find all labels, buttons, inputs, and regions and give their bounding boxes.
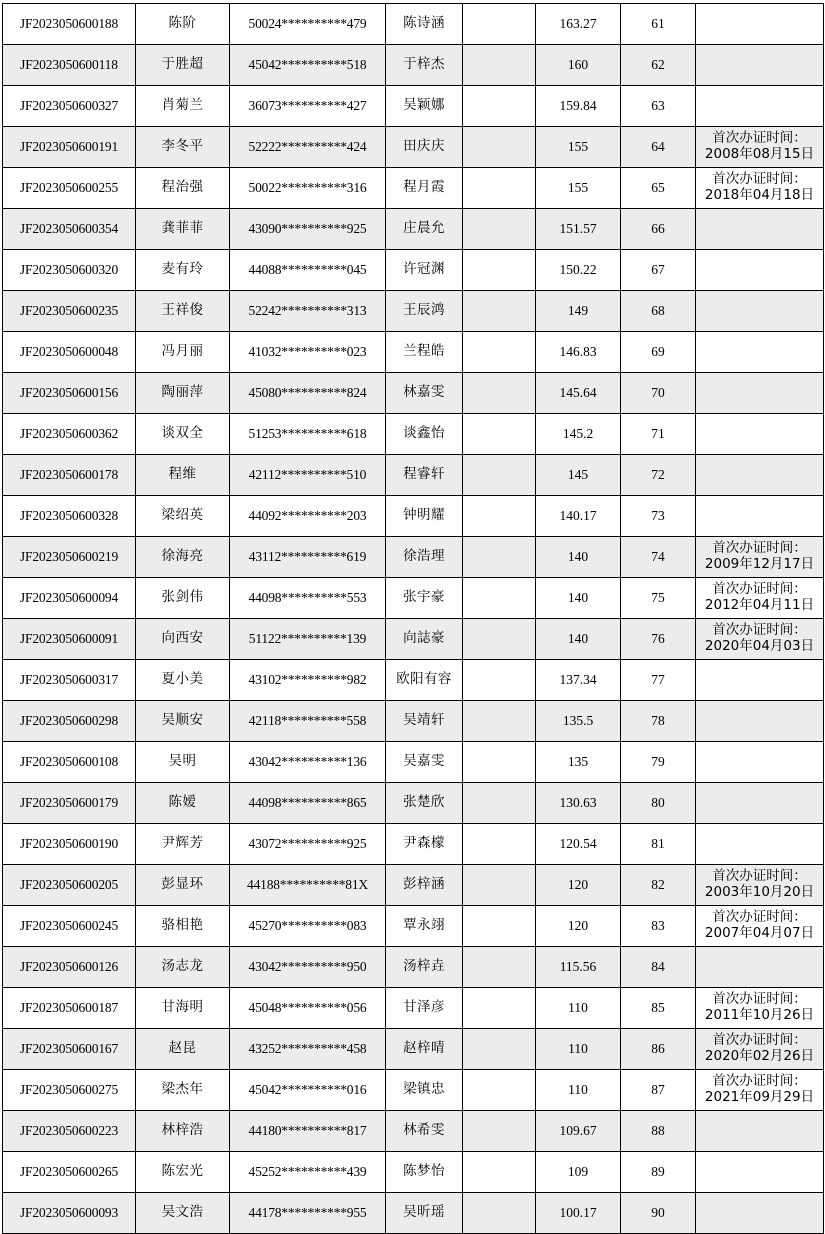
table-row	[3, 291, 824, 332]
applicant-name: 夏小美	[136, 660, 230, 701]
total-score: 145.2	[536, 414, 621, 455]
id-number-masked: 52222**********424	[230, 127, 386, 168]
table-row	[3, 250, 824, 291]
accompanying-person-name: 梁镇忠	[386, 1070, 463, 1111]
total-score: 160	[536, 45, 621, 86]
accompanying-person-name: 陈诗涵	[386, 4, 463, 45]
id-number-masked: 43102**********982	[230, 660, 386, 701]
remark-date: 2018年04月18日	[704, 187, 815, 203]
rank-number: 70	[621, 373, 696, 414]
table-row	[3, 209, 824, 250]
rank-number: 72	[621, 455, 696, 496]
spare-cell	[463, 373, 536, 414]
total-score: 140	[536, 619, 621, 660]
spare-cell	[463, 1193, 536, 1234]
id-number-masked: 44088**********045	[230, 250, 386, 291]
applicant-name: 吴顺安	[136, 701, 230, 742]
remark-cell	[696, 824, 824, 865]
rank-number: 73	[621, 496, 696, 537]
accompanying-person-name: 吴颖娜	[386, 86, 463, 127]
rank-number: 78	[621, 701, 696, 742]
table-row	[3, 537, 824, 578]
applicant-name: 李冬平	[136, 127, 230, 168]
remark-cell	[696, 414, 824, 455]
accompanying-person-name: 向誌豪	[386, 619, 463, 660]
remark-cell	[696, 1029, 824, 1070]
remark-date: 2020年02月26日	[704, 1048, 815, 1064]
applicant-name: 吴明	[136, 742, 230, 783]
applicants-table-body	[3, 4, 824, 1234]
accompanying-person-name: 庄晨允	[386, 209, 463, 250]
applicant-code: JF2023050600191	[3, 127, 136, 168]
spare-cell	[463, 45, 536, 86]
rank-number: 85	[621, 988, 696, 1029]
accompanying-person-name: 吴嘉雯	[386, 742, 463, 783]
rank-number: 89	[621, 1152, 696, 1193]
id-number-masked: 44180**********817	[230, 1111, 386, 1152]
id-number-masked: 42118**********558	[230, 701, 386, 742]
remark-cell	[696, 1152, 824, 1193]
rank-number: 77	[621, 660, 696, 701]
table-row	[3, 1111, 824, 1152]
rank-number: 75	[621, 578, 696, 619]
spare-cell	[463, 291, 536, 332]
total-score: 137.34	[536, 660, 621, 701]
remark-cell	[696, 209, 824, 250]
total-score: 110	[536, 1070, 621, 1111]
remark-cell	[696, 947, 824, 988]
accompanying-person-name: 程月霞	[386, 168, 463, 209]
id-number-masked: 43112**********619	[230, 537, 386, 578]
applicant-code: JF2023050600328	[3, 496, 136, 537]
spare-cell	[463, 537, 536, 578]
rank-number: 82	[621, 865, 696, 906]
applicant-name: 陶丽萍	[136, 373, 230, 414]
total-score: 145	[536, 455, 621, 496]
applicant-name: 汤志龙	[136, 947, 230, 988]
remark-cell	[696, 1070, 824, 1111]
remark-cell	[696, 45, 824, 86]
total-score: 115.56	[536, 947, 621, 988]
remark-cell	[696, 865, 824, 906]
remark-cell	[696, 619, 824, 660]
applicant-code: JF2023050600118	[3, 45, 136, 86]
remark-date: 2007年04月07日	[704, 925, 815, 941]
applicant-name: 尹辉芳	[136, 824, 230, 865]
spare-cell	[463, 988, 536, 1029]
spare-cell	[463, 947, 536, 988]
spare-cell	[463, 250, 536, 291]
table-row	[3, 660, 824, 701]
id-number-masked: 44188**********81X	[230, 865, 386, 906]
remark-cell	[696, 127, 824, 168]
remark-cell	[696, 660, 824, 701]
applicant-code: JF2023050600179	[3, 783, 136, 824]
applicant-name: 陈嫒	[136, 783, 230, 824]
spare-cell	[463, 824, 536, 865]
applicant-code: JF2023050600327	[3, 86, 136, 127]
accompanying-person-name: 许冠渊	[386, 250, 463, 291]
accompanying-person-name: 林希雯	[386, 1111, 463, 1152]
table-row	[3, 865, 824, 906]
remark-cell	[696, 783, 824, 824]
remark-label: 首次办证时间：	[712, 130, 807, 147]
remark-date: 2008年08月15日	[704, 146, 815, 162]
id-number-masked: 43072**********925	[230, 824, 386, 865]
accompanying-person-name: 彭梓涵	[386, 865, 463, 906]
spare-cell	[463, 1070, 536, 1111]
total-score: 120.54	[536, 824, 621, 865]
spare-cell	[463, 701, 536, 742]
spare-cell	[463, 414, 536, 455]
rank-number: 61	[621, 4, 696, 45]
applicant-code: JF2023050600265	[3, 1152, 136, 1193]
id-number-masked: 43042**********136	[230, 742, 386, 783]
spare-cell	[463, 619, 536, 660]
table-row	[3, 4, 824, 45]
applicant-code: JF2023050600354	[3, 209, 136, 250]
table-row	[3, 1029, 824, 1070]
applicant-name: 陈阶	[136, 4, 230, 45]
applicant-code: JF2023050600187	[3, 988, 136, 1029]
applicant-name: 麦有玲	[136, 250, 230, 291]
table-row	[3, 742, 824, 783]
remark-date: 2011年10月26日	[704, 1007, 815, 1023]
spare-cell	[463, 906, 536, 947]
total-score: 155	[536, 168, 621, 209]
table-row	[3, 168, 824, 209]
table-row	[3, 947, 824, 988]
table-row	[3, 578, 824, 619]
id-number-masked: 45042**********016	[230, 1070, 386, 1111]
total-score: 109	[536, 1152, 621, 1193]
remark-label: 首次办证时间：	[712, 1032, 807, 1049]
applicant-code: JF2023050600048	[3, 332, 136, 373]
accompanying-person-name: 王辰鸿	[386, 291, 463, 332]
rank-number: 76	[621, 619, 696, 660]
remark-label: 首次办证时间：	[712, 991, 807, 1008]
applicant-code: JF2023050600255	[3, 168, 136, 209]
table-row	[3, 1152, 824, 1193]
applicant-name: 梁绍英	[136, 496, 230, 537]
applicant-name: 张剑伟	[136, 578, 230, 619]
spare-cell	[463, 578, 536, 619]
applicant-code: JF2023050600275	[3, 1070, 136, 1111]
rank-number: 62	[621, 45, 696, 86]
remark-date: 2003年10月20日	[704, 884, 815, 900]
rank-number: 90	[621, 1193, 696, 1234]
total-score: 140	[536, 578, 621, 619]
table-row	[3, 824, 824, 865]
remark-cell	[696, 1193, 824, 1234]
accompanying-person-name: 尹森檬	[386, 824, 463, 865]
total-score: 109.67	[536, 1111, 621, 1152]
spare-cell	[463, 865, 536, 906]
accompanying-person-name: 汤梓垚	[386, 947, 463, 988]
accompanying-person-name: 钟明耀	[386, 496, 463, 537]
applicant-code: JF2023050600362	[3, 414, 136, 455]
total-score: 100.17	[536, 1193, 621, 1234]
applicant-code: JF2023050600178	[3, 455, 136, 496]
rank-number: 83	[621, 906, 696, 947]
total-score: 145.64	[536, 373, 621, 414]
remark-date: 2009年12月17日	[704, 556, 815, 572]
total-score: 155	[536, 127, 621, 168]
table-row	[3, 332, 824, 373]
applicant-code: JF2023050600219	[3, 537, 136, 578]
applicant-name: 冯月丽	[136, 332, 230, 373]
total-score: 149	[536, 291, 621, 332]
applicant-code: JF2023050600091	[3, 619, 136, 660]
applicant-code: JF2023050600126	[3, 947, 136, 988]
id-number-masked: 50022**********316	[230, 168, 386, 209]
rank-number: 81	[621, 824, 696, 865]
id-number-masked: 45252**********439	[230, 1152, 386, 1193]
applicant-name: 陈宏光	[136, 1152, 230, 1193]
id-number-masked: 41032**********023	[230, 332, 386, 373]
remark-cell	[696, 496, 824, 537]
rank-number: 68	[621, 291, 696, 332]
applicant-name: 彭显环	[136, 865, 230, 906]
accompanying-person-name: 徐浩理	[386, 537, 463, 578]
remark-label: 首次办证时间：	[712, 1073, 807, 1090]
applicant-code: JF2023050600235	[3, 291, 136, 332]
spare-cell	[463, 4, 536, 45]
rank-number: 87	[621, 1070, 696, 1111]
table-row	[3, 455, 824, 496]
remark-cell	[696, 988, 824, 1029]
total-score: 146.83	[536, 332, 621, 373]
applicant-code: JF2023050600205	[3, 865, 136, 906]
remark-cell	[696, 537, 824, 578]
accompanying-person-name: 兰程皓	[386, 332, 463, 373]
applicant-code: JF2023050600167	[3, 1029, 136, 1070]
remark-cell	[696, 701, 824, 742]
total-score: 110	[536, 1029, 621, 1070]
applicant-name: 赵昆	[136, 1029, 230, 1070]
spare-cell	[463, 783, 536, 824]
applicant-name: 吴文浩	[136, 1193, 230, 1234]
applicant-code: JF2023050600298	[3, 701, 136, 742]
table-row	[3, 496, 824, 537]
table-row	[3, 414, 824, 455]
table-row	[3, 619, 824, 660]
remark-cell	[696, 455, 824, 496]
id-number-masked: 44098**********553	[230, 578, 386, 619]
spare-cell	[463, 1029, 536, 1070]
applicant-code: JF2023050600320	[3, 250, 136, 291]
id-number-masked: 45080**********824	[230, 373, 386, 414]
applicant-code: JF2023050600188	[3, 4, 136, 45]
id-number-masked: 43252**********458	[230, 1029, 386, 1070]
remark-cell	[696, 742, 824, 783]
applicant-name: 肖菊兰	[136, 86, 230, 127]
applicant-code: JF2023050600108	[3, 742, 136, 783]
applicant-code: JF2023050600093	[3, 1193, 136, 1234]
remark-cell	[696, 1111, 824, 1152]
applicant-name: 骆相艳	[136, 906, 230, 947]
accompanying-person-name: 欧阳有容	[386, 660, 463, 701]
table-row	[3, 906, 824, 947]
id-number-masked: 45270**********083	[230, 906, 386, 947]
table-row	[3, 1070, 824, 1111]
spare-cell	[463, 127, 536, 168]
spare-cell	[463, 496, 536, 537]
remark-cell	[696, 373, 824, 414]
total-score: 163.27	[536, 4, 621, 45]
spare-cell	[463, 660, 536, 701]
applicant-name: 徐海亮	[136, 537, 230, 578]
total-score: 120	[536, 865, 621, 906]
rank-number: 80	[621, 783, 696, 824]
remark-date: 2012年04月11日	[704, 597, 815, 613]
total-score: 140	[536, 537, 621, 578]
accompanying-person-name: 程睿轩	[386, 455, 463, 496]
applicant-name: 王祥俊	[136, 291, 230, 332]
applicant-name: 谈双全	[136, 414, 230, 455]
remark-cell	[696, 86, 824, 127]
table-row	[3, 373, 824, 414]
applicant-name: 甘海明	[136, 988, 230, 1029]
rank-number: 67	[621, 250, 696, 291]
id-number-masked: 51253**********618	[230, 414, 386, 455]
spare-cell	[463, 1152, 536, 1193]
id-number-masked: 50024**********479	[230, 4, 386, 45]
accompanying-person-name: 吴靖轩	[386, 701, 463, 742]
accompanying-person-name: 谈鑫怡	[386, 414, 463, 455]
id-number-masked: 36073**********427	[230, 86, 386, 127]
rank-number: 79	[621, 742, 696, 783]
remark-cell	[696, 168, 824, 209]
rank-number: 63	[621, 86, 696, 127]
id-number-masked: 44098**********865	[230, 783, 386, 824]
applicant-name: 林梓浩	[136, 1111, 230, 1152]
applicant-name: 龚菲菲	[136, 209, 230, 250]
total-score: 151.57	[536, 209, 621, 250]
total-score: 120	[536, 906, 621, 947]
table-row	[3, 988, 824, 1029]
rank-number: 74	[621, 537, 696, 578]
remark-cell	[696, 291, 824, 332]
applicant-code: JF2023050600317	[3, 660, 136, 701]
applicant-code: JF2023050600223	[3, 1111, 136, 1152]
id-number-masked: 43090**********925	[230, 209, 386, 250]
rank-number: 66	[621, 209, 696, 250]
id-number-masked: 45042**********518	[230, 45, 386, 86]
rank-number: 88	[621, 1111, 696, 1152]
spare-cell	[463, 742, 536, 783]
table-row	[3, 783, 824, 824]
total-score: 140.17	[536, 496, 621, 537]
remark-date: 2020年04月03日	[704, 638, 815, 654]
accompanying-person-name: 张宇豪	[386, 578, 463, 619]
applicant-name: 程治强	[136, 168, 230, 209]
id-number-masked: 42112**********510	[230, 455, 386, 496]
remark-date: 2021年09月29日	[704, 1089, 815, 1105]
spare-cell	[463, 168, 536, 209]
applicant-code: JF2023050600190	[3, 824, 136, 865]
accompanying-person-name: 陈梦怡	[386, 1152, 463, 1193]
spare-cell	[463, 332, 536, 373]
applicants-table	[2, 3, 824, 1234]
accompanying-person-name: 田庆庆	[386, 127, 463, 168]
remark-cell	[696, 4, 824, 45]
table-row	[3, 86, 824, 127]
accompanying-person-name: 赵梓晴	[386, 1029, 463, 1070]
applicant-name: 于胜超	[136, 45, 230, 86]
accompanying-person-name: 吴昕瑶	[386, 1193, 463, 1234]
table-row	[3, 127, 824, 168]
applicant-name: 梁杰年	[136, 1070, 230, 1111]
total-score: 159.84	[536, 86, 621, 127]
remark-label: 首次办证时间：	[712, 581, 807, 598]
table-row	[3, 45, 824, 86]
remark-label: 首次办证时间：	[712, 909, 807, 926]
spare-cell	[463, 1111, 536, 1152]
remark-label: 首次办证时间：	[712, 622, 807, 639]
total-score: 150.22	[536, 250, 621, 291]
rank-number: 84	[621, 947, 696, 988]
remark-label: 首次办证时间：	[712, 868, 807, 885]
rank-number: 69	[621, 332, 696, 373]
id-number-masked: 44178**********955	[230, 1193, 386, 1234]
applicant-code: JF2023050600156	[3, 373, 136, 414]
spare-cell	[463, 209, 536, 250]
total-score: 135	[536, 742, 621, 783]
rank-number: 64	[621, 127, 696, 168]
id-number-masked: 45048**********056	[230, 988, 386, 1029]
table-row	[3, 701, 824, 742]
id-number-masked: 44092**********203	[230, 496, 386, 537]
total-score: 130.63	[536, 783, 621, 824]
remark-label: 首次办证时间：	[712, 171, 807, 188]
applicant-name: 向西安	[136, 619, 230, 660]
remark-cell	[696, 578, 824, 619]
applicant-code: JF2023050600245	[3, 906, 136, 947]
total-score: 110	[536, 988, 621, 1029]
table-row	[3, 1193, 824, 1234]
rank-number: 65	[621, 168, 696, 209]
rank-number: 86	[621, 1029, 696, 1070]
remark-cell	[696, 332, 824, 373]
accompanying-person-name: 甘泽彦	[386, 988, 463, 1029]
id-number-masked: 43042**********950	[230, 947, 386, 988]
remark-label: 首次办证时间：	[712, 540, 807, 557]
rank-number: 71	[621, 414, 696, 455]
accompanying-person-name: 林嘉雯	[386, 373, 463, 414]
applicant-code: JF2023050600094	[3, 578, 136, 619]
spare-cell	[463, 455, 536, 496]
id-number-masked: 51122**********139	[230, 619, 386, 660]
remark-cell	[696, 906, 824, 947]
accompanying-person-name: 覃永翊	[386, 906, 463, 947]
id-number-masked: 52242**********313	[230, 291, 386, 332]
spare-cell	[463, 86, 536, 127]
accompanying-person-name: 张楚欣	[386, 783, 463, 824]
accompanying-person-name: 于梓杰	[386, 45, 463, 86]
remark-cell	[696, 250, 824, 291]
applicant-name: 程维	[136, 455, 230, 496]
total-score: 135.5	[536, 701, 621, 742]
